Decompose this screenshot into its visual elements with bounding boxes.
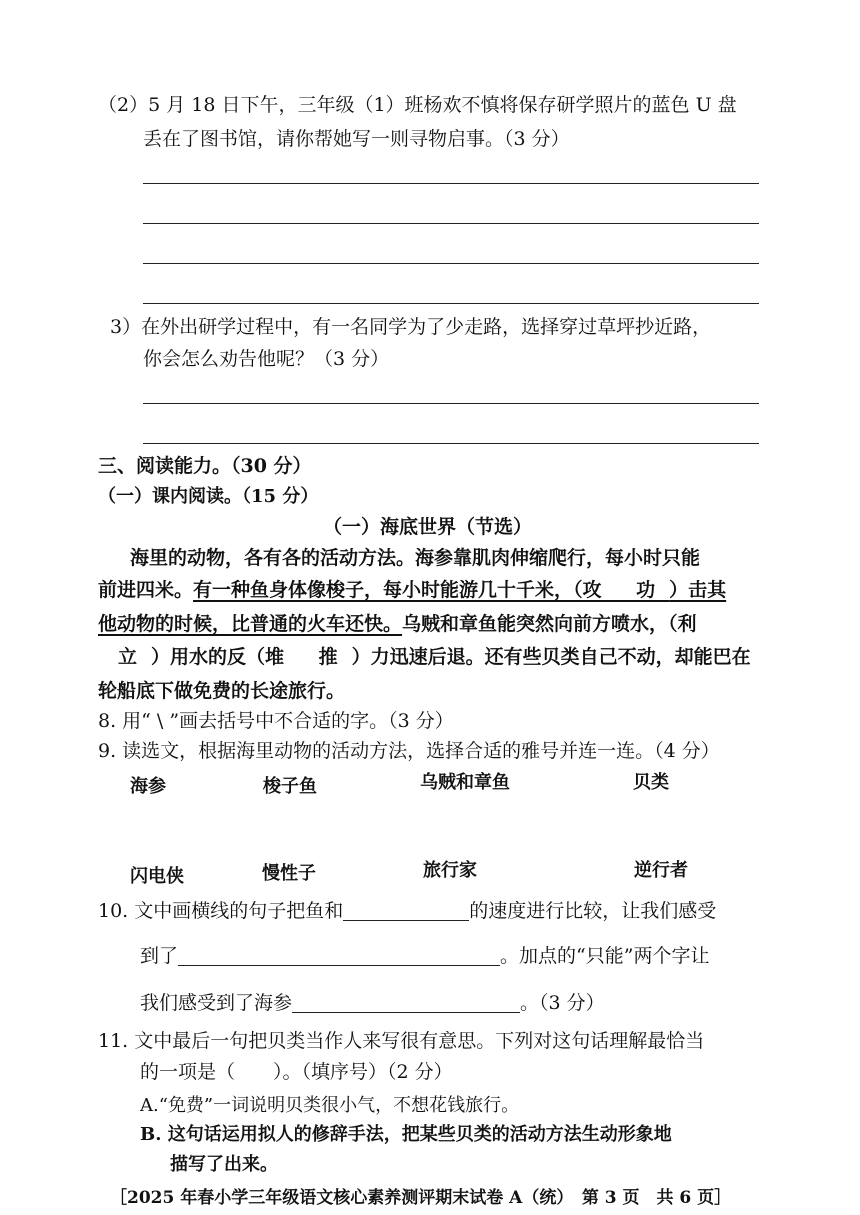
q10-text: 。（3 分） [520,992,605,1014]
choice-word[interactable]: 堆 推 [265,646,352,668]
passage-line-3 [98,615,711,634]
q11-line-2: 的一项是（ ）。（填序号）（2 分） [140,1061,453,1083]
q11-option-b-cont: 描写了出来。 [170,1154,278,1175]
q8-text: 8. 用“ \ ”画去括号中不合适的字。（3 分） [98,710,454,732]
underlined-sentence: 有一种鱼身体像梭子，每小时能游几十千米，（ [193,579,583,601]
nickname-item[interactable]: 慢性子 [262,863,316,884]
q11-line-1: 11. 文中最后一句把贝类当作人来写很有意思。下列对这句话理解最恰当 [98,1030,705,1052]
q11-option-b[interactable]: B. 这句话运用拟人的修辞手法，把某些贝类的活动方法生动形象地 [140,1124,672,1145]
passage-text: 乌贼和章鱼能突然向前方喷水，（ [402,613,678,635]
q3-answer-line-2[interactable] [143,443,759,444]
animal-item[interactable]: 贝类 [633,772,669,793]
choice-word[interactable]: 立 [118,646,152,668]
underlined-sentence: ）击其 [669,579,727,601]
animal-item[interactable]: 梭子鱼 [263,776,317,797]
passage-text: ）用水的反（ [151,646,266,668]
choice-word[interactable]: 攻 功 [582,579,670,601]
q2-line1: （2）5 月 18 日下午，三年级（1）班杨欢不慎将保存研学照片的蓝色 U 盘 [98,94,737,116]
q3-line2: 你会怎么劝告他呢？（3 分） [143,348,390,370]
q3-line1: 3）在外出研学过程中，有一名同学为了少走路，选择穿过草坪抄近路， [110,316,712,338]
q10-line-3 [140,994,605,1013]
q10-text: 到了 [140,945,179,967]
animal-item[interactable]: 海参 [130,776,166,797]
nickname-item[interactable]: 旅行家 [423,860,477,881]
q10-line-2 [140,947,709,966]
passage-text: ）力迅速后退。还有些贝类自己不动，却能巴在 [351,646,751,668]
passage-text: 海里的动物，各有各的活动方法。海参靠肌肉伸缩爬行，每小时只能 [130,547,701,569]
page-footer: ［2025 年春小学三年级语文核心素养测评期末试卷 A（统） 第 3 页 共 6 页］ [110,1188,732,1208]
passage-line-4 [118,648,751,667]
q2-answer-line-3[interactable] [143,263,759,264]
q10-blank-1[interactable] [343,902,469,921]
q2-answer-line-4[interactable] [143,303,759,304]
passage-line-1 [130,549,700,568]
q9-text: 9. 读选文，根据海里动物的活动方法，选择合适的雅号并连一连。（4 分） [98,740,720,762]
q10-blank-2[interactable] [178,947,500,966]
passage-title: （一）海底世界（节选） [323,516,533,538]
q10-text: 。加点的“只能”两个字让 [500,945,710,967]
choice-word[interactable]: 利 [677,613,711,635]
q10-text: 的速度进行比较，让我们感受 [469,900,717,922]
underlined-sentence: 他动物的时候，比普通的火车还快。 [98,613,403,635]
q10-text: 我们感受到了海参 [140,992,293,1014]
q2-answer-line-1[interactable] [143,183,759,184]
q10-text: 10. 文中画横线的句子把鱼和 [98,900,344,922]
nickname-item[interactable]: 闪电侠 [130,866,184,887]
q10-line-1 [98,902,716,921]
section-subtitle: （一）课内阅读。（15 分） [98,486,319,507]
q2-line2: 丢在了图书馆，请你帮她写一则寻物启事。（3 分） [143,128,570,150]
section-title: 三、阅读能力。（30 分） [98,455,312,477]
q11-option-a[interactable]: A.“免费”一词说明贝类很小气，不想花钱旅行。 [140,1095,520,1116]
q2-answer-line-2[interactable] [143,223,759,224]
animal-item[interactable]: 乌贼和章鱼 [420,772,510,793]
passage-line-5: 轮船底下做免费的长途旅行。 [98,680,346,702]
nickname-item[interactable]: 逆行者 [634,860,688,881]
passage-text: 前进四米。 [98,579,194,601]
q10-blank-3[interactable] [292,994,520,1013]
q3-answer-line-1[interactable] [143,403,759,404]
passage-line-2 [98,581,726,600]
